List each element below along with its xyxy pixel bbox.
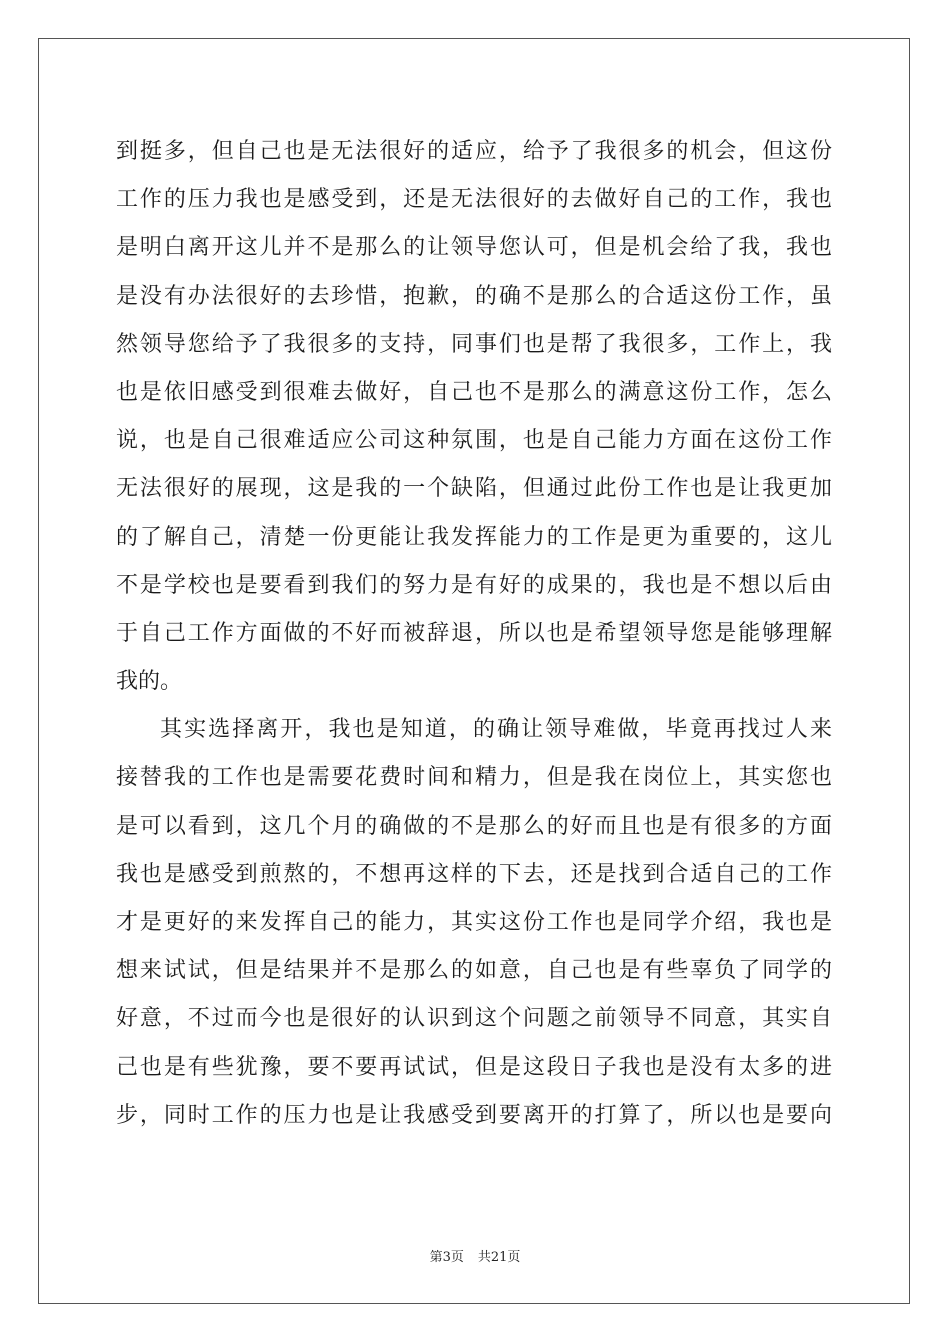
text-line: 好意，不过而今也是很好的认识到这个问题之前领导不同意，其实自 — [116, 1006, 832, 1032]
text-line: 我也是感受到煎熬的，不想再这样的下去，还是找到合适自己的工作 — [116, 861, 832, 887]
text-line: 工作的压力我也是感受到，还是无法很好的去做好自己的工作，我也 — [116, 187, 832, 213]
text-line: 无法很好的展现，这是我的一个缺陷，但通过此份工作也是让我更加 — [116, 476, 832, 502]
text-line: 是明白离开这儿并不是那么的让领导您认可，但是机会给了我，我也 — [116, 235, 832, 261]
text-line: 步，同时工作的压力也是让我感受到要离开的打算了，所以也是要向 — [116, 1102, 832, 1128]
text-line: 说，也是自己很难适应公司这种氛围，也是自己能力方面在这份工作 — [116, 428, 832, 454]
text-line: 到挺多，但自己也是无法很好的适应，给予了我很多的机会，但这份 — [116, 139, 832, 164]
document-body — [116, 128, 832, 1140]
text-line: 接替我的工作也是需要花费时间和精力，但是我在岗位上，其实您也 — [116, 765, 832, 791]
text-line: 于自己工作方面做的不好而被辞退，所以也是希望领导您是能够理解 — [116, 620, 832, 646]
text-line: 才是更好的来发挥自己的能力，其实这份工作也是同学介绍，我也是 — [116, 910, 832, 935]
text-line: 想来试试，但是结果并不是那么的如意，自己也是有些辜负了同学的 — [116, 958, 832, 984]
page-total: 共21页 — [477, 1250, 521, 1265]
text-line: 是没有办法很好的去珍惜，抱歉，的确不是那么的合适这份工作，虽 — [116, 283, 832, 309]
text-line: 己也是有些犹豫，要不要再试试，但是这段日子我也是没有太多的进 — [116, 1054, 832, 1080]
text-line: 其实选择离开，我也是知道，的确让领导难做，毕竟再找过人来 — [160, 717, 832, 743]
text-line: 然领导您给予了我很多的支持，同事们也是帮了我很多，工作上，我 — [116, 331, 832, 357]
page-footer — [0, 1246, 950, 1265]
page-number: 第3页 — [429, 1250, 464, 1265]
text-line: 是可以看到，这几个月的确做的不是那么的好而且也是有很多的方面 — [116, 813, 832, 839]
paragraph-2 — [116, 706, 832, 1140]
text-line: 不是学校也是要看到我们的努力是有好的成果的，我也是不想以后由 — [116, 572, 832, 598]
text-line: 的了解自己，清楚一份更能让我发挥能力的工作是更为重要的，这儿 — [116, 524, 832, 550]
paragraph-1 — [116, 128, 832, 706]
text-line: 我的。 — [116, 669, 183, 695]
text-line: 也是依旧感受到很难去做好，自己也不是那么的满意这份工作，怎么 — [116, 379, 832, 405]
